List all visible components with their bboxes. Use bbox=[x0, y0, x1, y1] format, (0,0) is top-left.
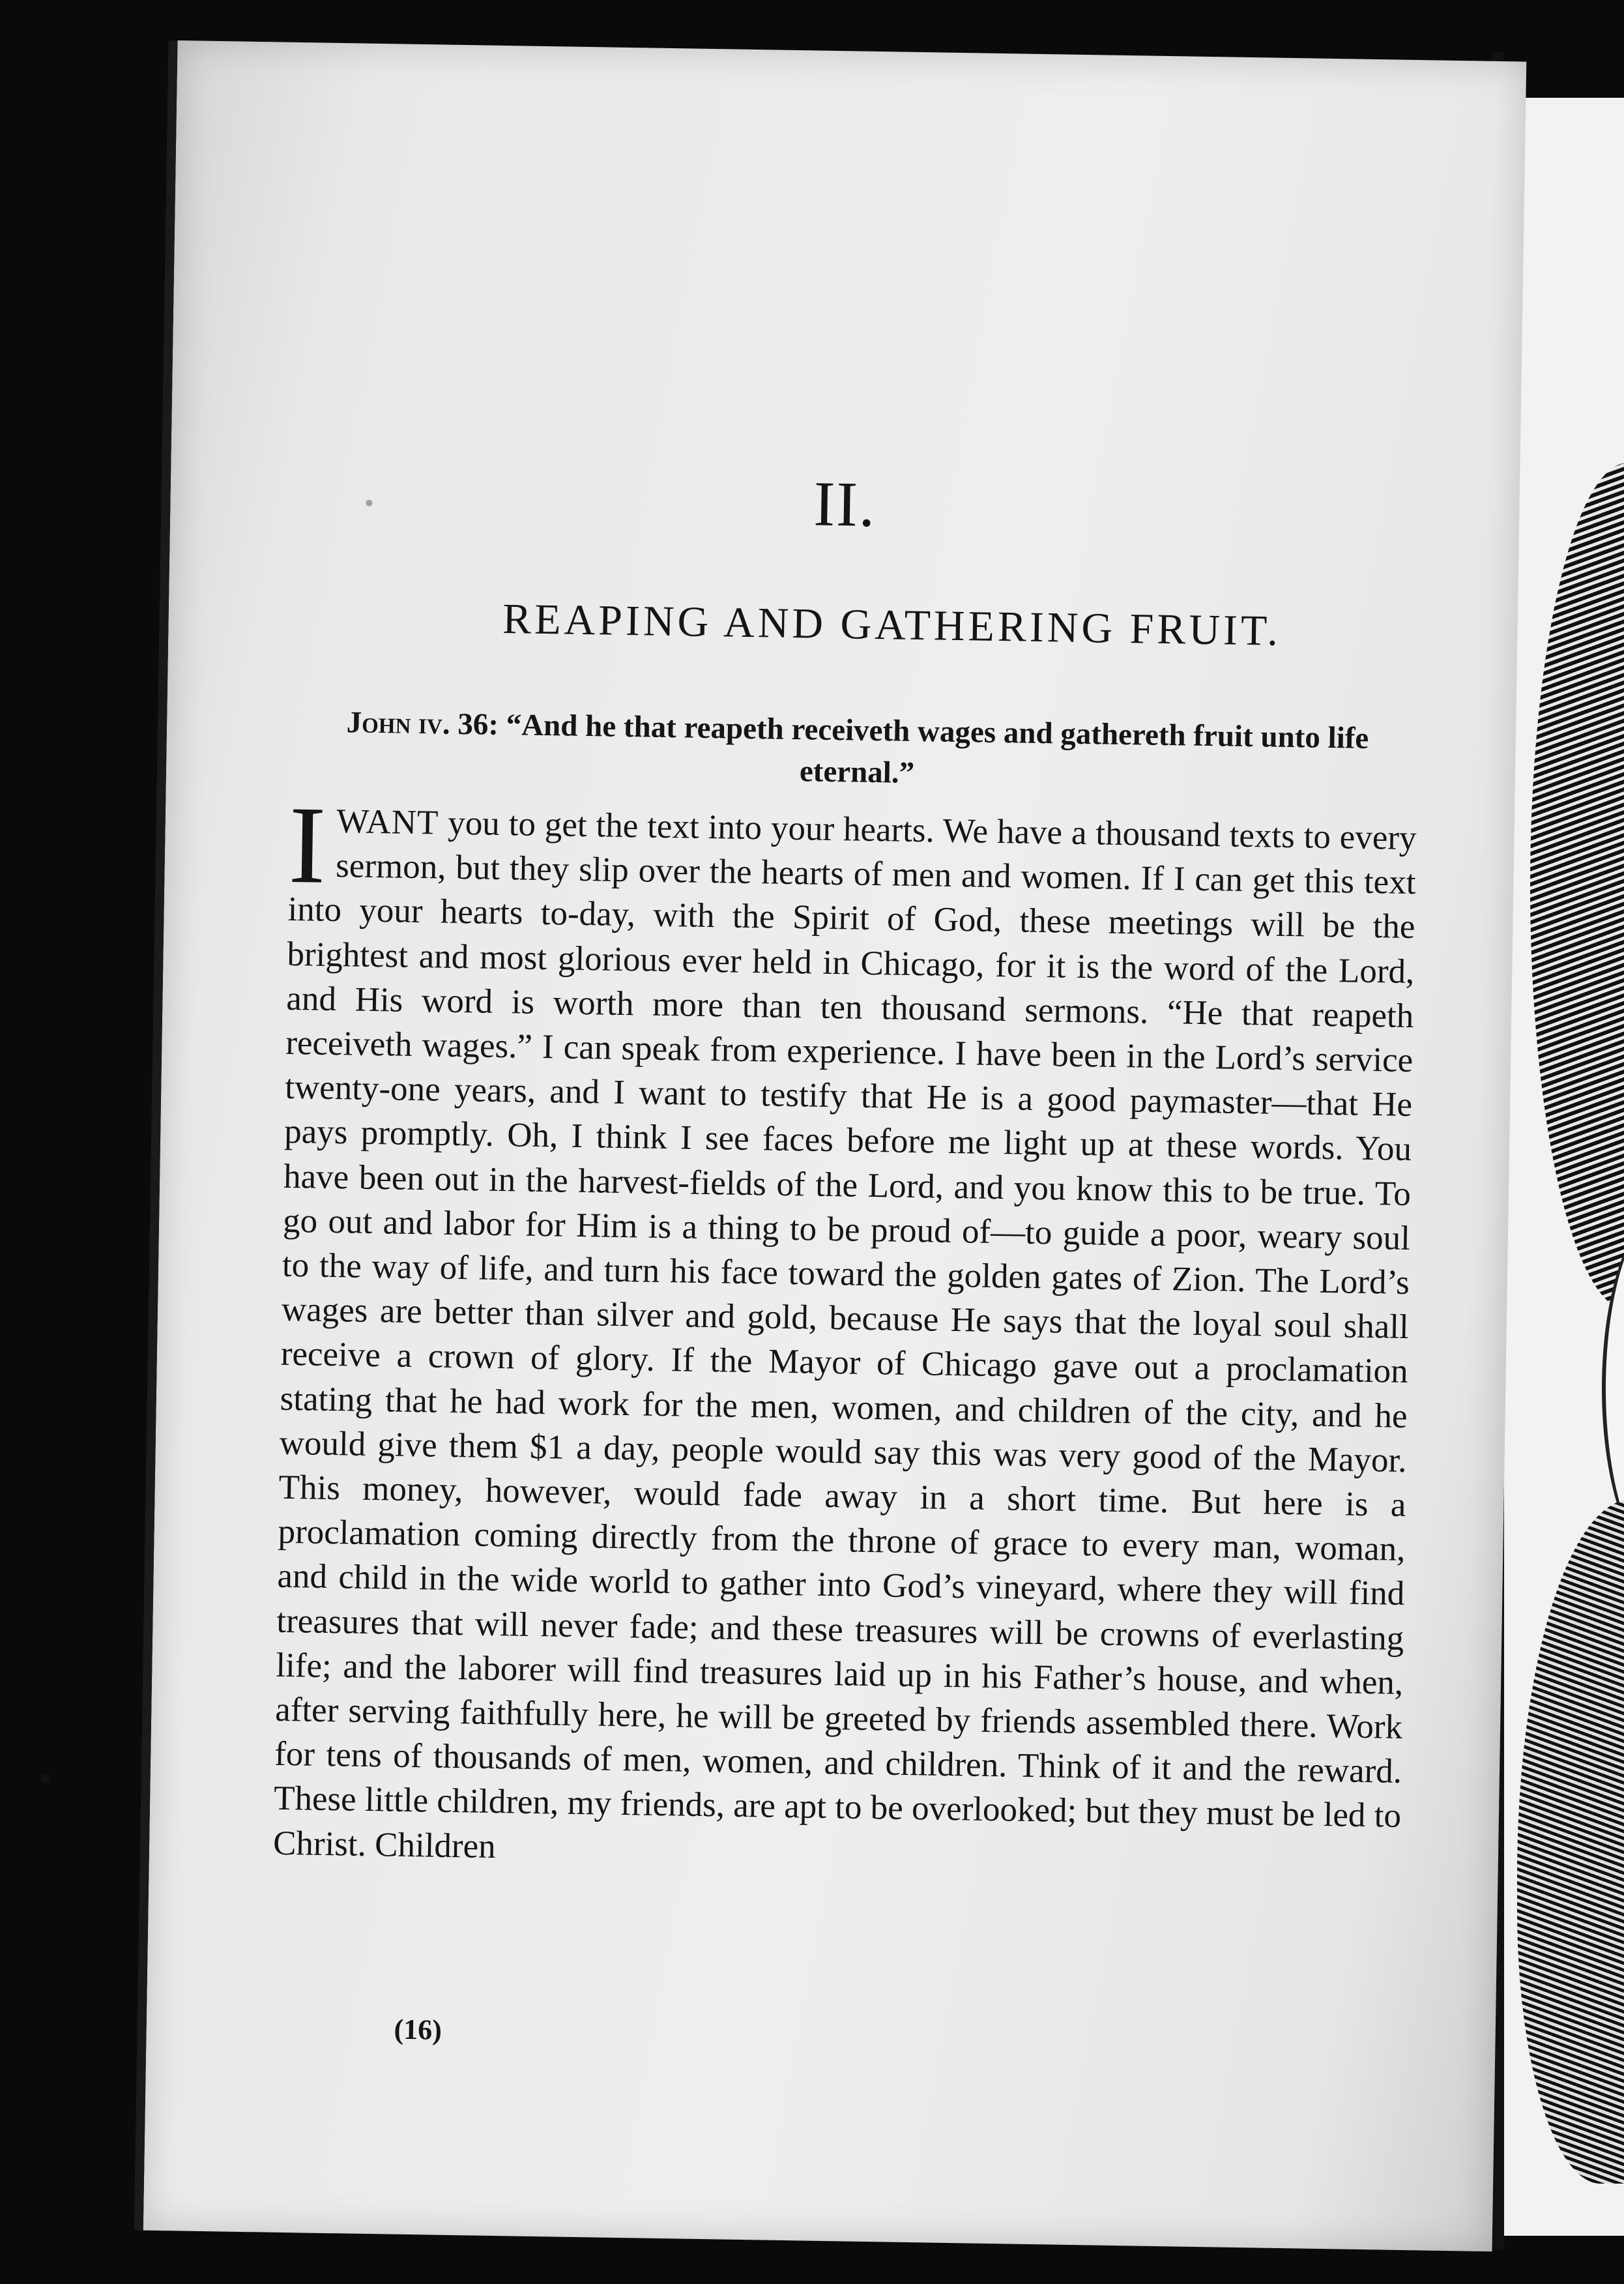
epigraph-reference: John iv. 36: bbox=[346, 705, 499, 742]
facing-page-illustration bbox=[1504, 98, 1624, 2236]
page-number: (16) bbox=[394, 2013, 442, 2046]
margin-mark bbox=[40, 1773, 50, 1782]
body-paragraph bbox=[272, 783, 1417, 1883]
drop-cap: I bbox=[287, 783, 327, 907]
illustration-hair-upper bbox=[1530, 463, 1624, 1310]
illustration-hair-lower bbox=[1517, 1499, 1624, 2184]
chapter-title: REAPING AND GATHERING FRUIT. bbox=[502, 595, 1282, 655]
epigraph-quote: “And he that reapeth receiveth wages and gathereth fruit unto life eternal.” bbox=[506, 708, 1369, 790]
epigraph bbox=[297, 701, 1419, 802]
book-page bbox=[134, 40, 1527, 2251]
lead-caps: WANT bbox=[336, 802, 439, 842]
chapter-number: II. bbox=[813, 469, 877, 540]
body-text: you to get the text into your hearts. We have a thousand texts to every sermon, but they slip over the hearts of men and women. If I can get this text into your hearts to-day, with the Spirit of God, these meetings will be the brightest and most glorious ever held in Chicago, for it is the word of the Lord, and His word is worth more than ten thousand sermons. “He that reapeth receiveth wages.” I can speak from experience. I have been in the Lord’s service twenty-one years, and I want to testify that He is a good paymaster—that He pays promptly. Oh, I think I see faces before me light up at these words. You have been out in the harvest-fields of the Lord, and you know this to be true. To go out and labor for Him is a thing to be proud of—to guide a poor, weary soul to the way of life, and turn his face toward the golden gates of Zion. The Lord’s wages are better than silver and gold, because He says that the loyal soul shall receive a crown of glory. If the Mayor of Chicago gave out a proclamation stating that he had work for the men, women, and children of the city, and he would give them $1 a day, people would say this was very good of the Mayor. This money, however, would fade away in a short time. But here is a proclamation coming directly from the throne of grace to every man, woman, and child in the wide world to gather into God’s vineyard, where they will find treasures that will never fade; and these treasures will be crowns of everlasting life; and the laborer will find treasures laid up in his Father’s house, and when, after serving faithfully here, he will be greeted by friends assembled there. Work for tens of thousands of men, women, and children. Think of it and the reward. These little children, my friends, are apt to be overlooked; but they must be led to Christ. Children bbox=[272, 804, 1417, 1866]
